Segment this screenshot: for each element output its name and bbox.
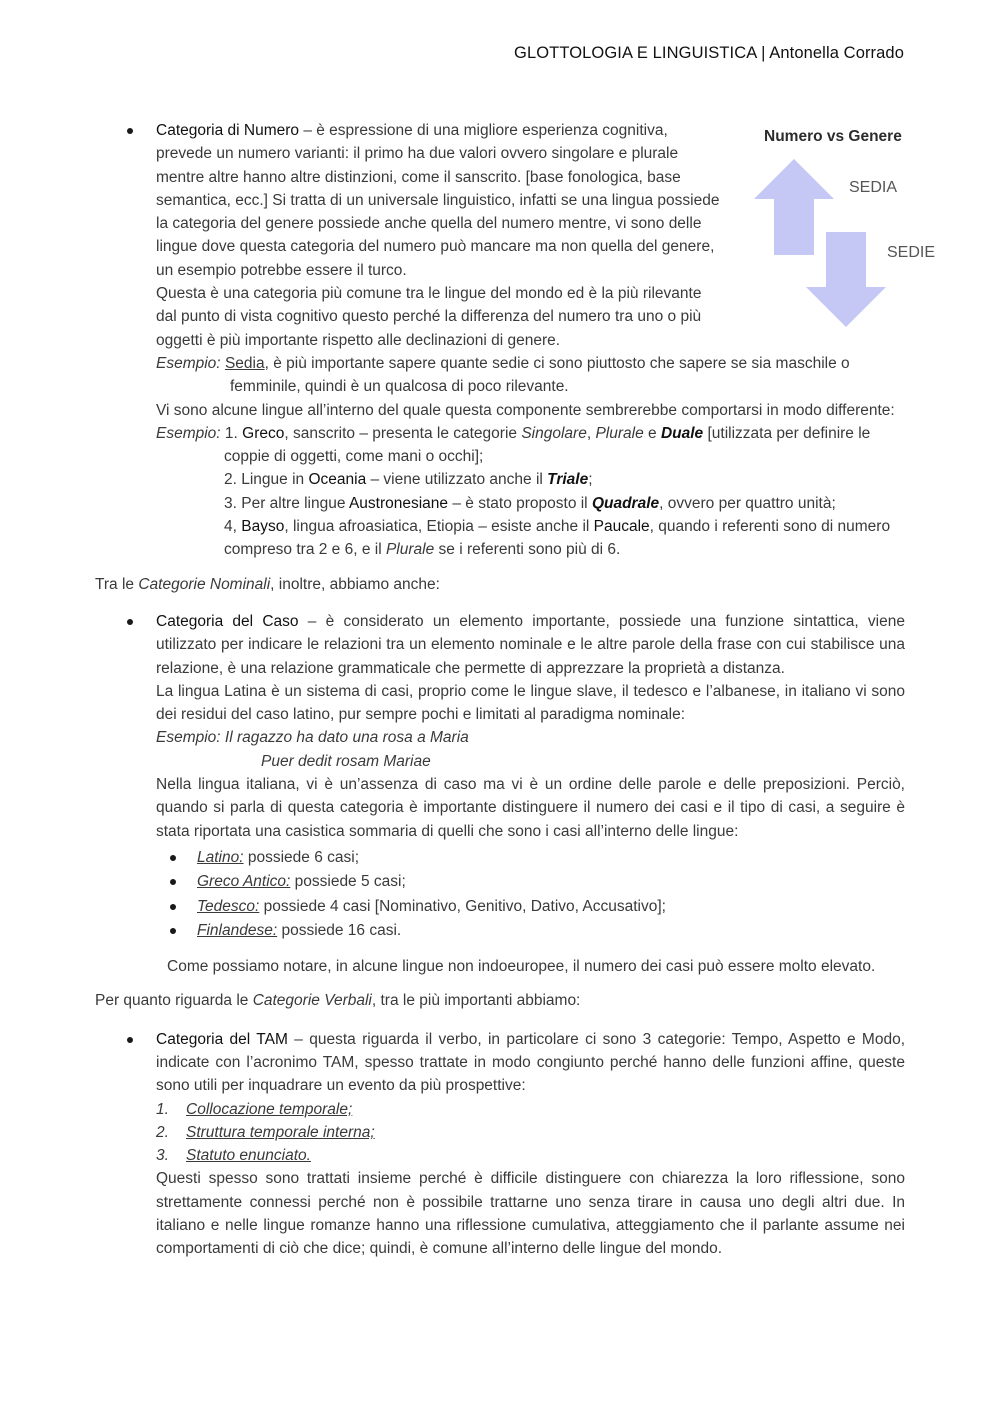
item-number: 1. [220,424,243,442]
bullet-icon [127,1037,133,1043]
diagram-label-sedia: SEDIA [849,179,898,196]
caso-example: Puer dedit rosam Mariae [261,752,431,770]
numero-text [156,119,732,352]
list-item-lang: Tedesco: [197,897,260,915]
item-text: – viene utilizzato anche il [366,471,548,489]
item-italic: Plurale [595,424,644,442]
example-label: Esempio: [156,424,221,442]
bullet-icon [170,879,176,885]
numero-line: Questa è una categoria più comune tra le lingue del mondo ed è la più rilevante [156,285,702,303]
item-text: compreso tra 2 e 6, e il [224,541,386,559]
diagram-label-sedie: SEDIE [887,244,936,261]
tam-list-num: 3. [156,1147,169,1165]
tam-list-item [156,1098,905,1121]
numero-line: la categoria del genere possiede anche quella del numero mentre, vi sono delle [156,215,702,233]
caso-section [0,610,1000,978]
bullet-icon [170,855,176,861]
list-item [167,919,1000,942]
tam-list-num: 1. [156,1100,169,1118]
tam-list-text: Statuto enunciato. [186,1147,311,1165]
example-text: femminile, quindi è un qualcosa di poco rilevante. [230,378,569,396]
item-term: Oceania [308,471,367,489]
tam-list-text: Collocazione temporale; [186,1100,353,1118]
caso-paragraph: Nella lingua italiana, vi è un’assenza di caso ma vi è un ordine delle parole e delle preposizioni. Perciò, quando si parla di questa categoria è importante distinguere il numero dei casi e il tipo di casi, a seguire è stata riportata una casistica sommaria di quelli che sono i casi all’interno delle lingue: [156,776,905,840]
bullet-icon [170,928,176,934]
numero-example-1 [156,352,905,399]
caso-paragraph: La lingua Latina è un sistema di casi, proprio come le lingue slave, il tedesco e l’albanese, in italiano vi sono dei residui del caso latino, pur sempre pochi e limitati al paradigma nominale: [156,682,905,724]
tam-list [156,1098,905,1168]
intro-text: , tra le più importanti abbiamo: [371,992,581,1010]
item-term: Bayso [241,518,285,536]
bullet-icon [170,904,176,910]
tam-list-text: Struttura temporale interna; [186,1123,375,1141]
tam-paragraph: Questi spesso sono trattati insieme perché è difficile distinguere con chiarezza la loro riflessione, sono strettamente connessi perché non è possibile trattarne uno senza tirare in causa uno degli altri due. In italiano e nelle lingue romanze hanno una riflessione cumulativa, atteggiamento che il parlante assume nei comportamenti di ciò che dice; quindi, è comune all’interno delle lingue del mondo. [156,1170,905,1258]
list-item [167,895,1000,918]
list-item-lang: Latino: [197,848,244,866]
item-text: ; [588,471,593,489]
list-item-text: possiede 6 casi; [243,848,360,866]
item-term: Austronesiane [348,494,449,512]
numero-line: lingue dove questa categoria del numero può mancare ma non quella del genere, [156,238,715,256]
item-text: e [643,424,661,442]
tam-list-item [156,1121,905,1144]
item-text: , ovvero per quattro unità; [659,494,836,512]
numero-term: Categoria di Numero [156,122,300,139]
item-text: , sanscrito – presenta le categorie [284,424,522,442]
example-text: , è più importante sapere quante sedie ci sono piuttosto che sapere se sia maschile o [264,354,850,372]
numero-line: dal punto di vista cognitivo questo perché la differenza del numero tra uno o più [156,308,702,326]
item-text: coppie di oggetti, come mani o occhi]; [224,448,484,466]
caso-list [167,846,1000,942]
item-bold-italic: Duale [660,424,704,442]
item-term: Greco [242,424,285,442]
bullet-icon [127,619,133,625]
item-text: , lingua afroasiatica, Etiopia – esiste anche il [284,518,594,536]
page-header: GLOTTOLOGIA E LINGUISTICA | Antonella Corrado [514,44,904,62]
list-item [167,870,1000,893]
example-label: Esempio: [156,354,221,372]
item-term: Paucale [593,518,650,536]
item-text: 2. Lingue in [224,471,309,489]
item-italic: Singolare [521,424,587,442]
list-item [167,846,1000,869]
numero-line: prevede un numero varianti: il primo ha due valori ovvero singolare e plurale [156,145,679,163]
numero-example-2 [156,422,905,562]
intro-text: Per quanto riguarda le [95,992,253,1010]
example-word: Sedia [224,354,265,372]
tam-paragraph: – questa riguarda il verbo, in particolare ci sono 3 categorie: Tempo, Aspetto e Modo, indicate con l’acronimo TAM, spesso trattate in modo congiunto perché hanno delle funzioni affine, queste sono utili per inquadrare un evento da più prospettive: [156,1030,905,1095]
list-item-text: possiede 16 casi. [277,921,402,939]
tam-term: Categoria del TAM [156,1030,288,1048]
example-items [156,445,905,561]
tam-list-num: 2. [156,1123,169,1141]
tam-text [156,1028,905,1261]
intro-italic: Categorie Verbali [252,992,372,1010]
numero-line: mentre altre hanno altre distinzioni, come il sanscrito. [base fonologica, base [156,168,681,186]
numero-paragraph-2 [156,399,905,422]
intro-verbali [95,989,1000,1012]
intro-text: Tra le [95,575,139,593]
item-text: 3. Per altre lingue [224,494,349,512]
item-text: , quando i referenti sono di numero [649,518,891,536]
list-item-text: possiede 4 casi [Nominativo, Genitivo, Dativo, Accusativo]; [259,897,666,915]
numero-line: oggetti è più importante rispetto alle declinazioni di genere. [156,331,561,349]
numero-line: semantica, ecc.] Si tratta di un universale linguistico, infatti se una lingua possiede [156,191,720,209]
intro-italic: Categorie Nominali [138,575,271,593]
tam-section [0,1028,1000,1261]
caso-paragraph: – è considerato un elemento importante, possiede una funzione sintattica, viene utilizzato per indicare le relazioni tra un elemento nominale e le altre parole della frase con cui stabilisce una relazione, è una relazione grammaticale che permette di apprezzare la proprietà a distanza. [156,612,905,677]
item-italic: Plurale [385,541,435,559]
item-text: [utilizzata per definire le [703,424,871,442]
numero-section [0,119,1000,562]
numero-line: – è espressione di una migliore esperienza cognitiva, [299,122,668,139]
caso-term: Categoria del Caso [156,612,299,630]
list-item-lang: Greco Antico: [197,873,291,891]
diagram-title: Numero vs Genere [764,128,902,145]
numero-line: un esempio potrebbe essere il turco. [156,261,407,279]
bullet-icon [127,128,133,134]
caso-note: Come possiamo notare, in alcune lingue non indoeuropee, il numero dei casi può essere molto elevato. [167,958,876,976]
caso-example: Esempio: Il ragazzo ha dato una rosa a Maria [156,729,469,747]
list-item-text: possiede 5 casi; [290,873,406,891]
paragraph: Vi sono alcune lingue all’interno del quale questa componente sembrerebbe comportarsi in modo differente: [156,401,895,419]
item-bold-italic: Triale [547,471,589,489]
item-bold-italic: Quadrale [591,494,660,512]
caso-text [156,610,905,843]
list-item-lang: Finlandese: [197,921,278,939]
document-body [0,119,1000,1261]
intro-nominali [95,573,1000,596]
item-text: se i referenti sono più di 6. [434,541,621,559]
intro-text: , inoltre, abbiamo anche: [270,575,440,593]
item-text: , [586,424,596,442]
item-text: – è stato proposto il [448,494,592,512]
item-text: 4, [224,518,242,536]
tam-list-item [156,1144,905,1167]
